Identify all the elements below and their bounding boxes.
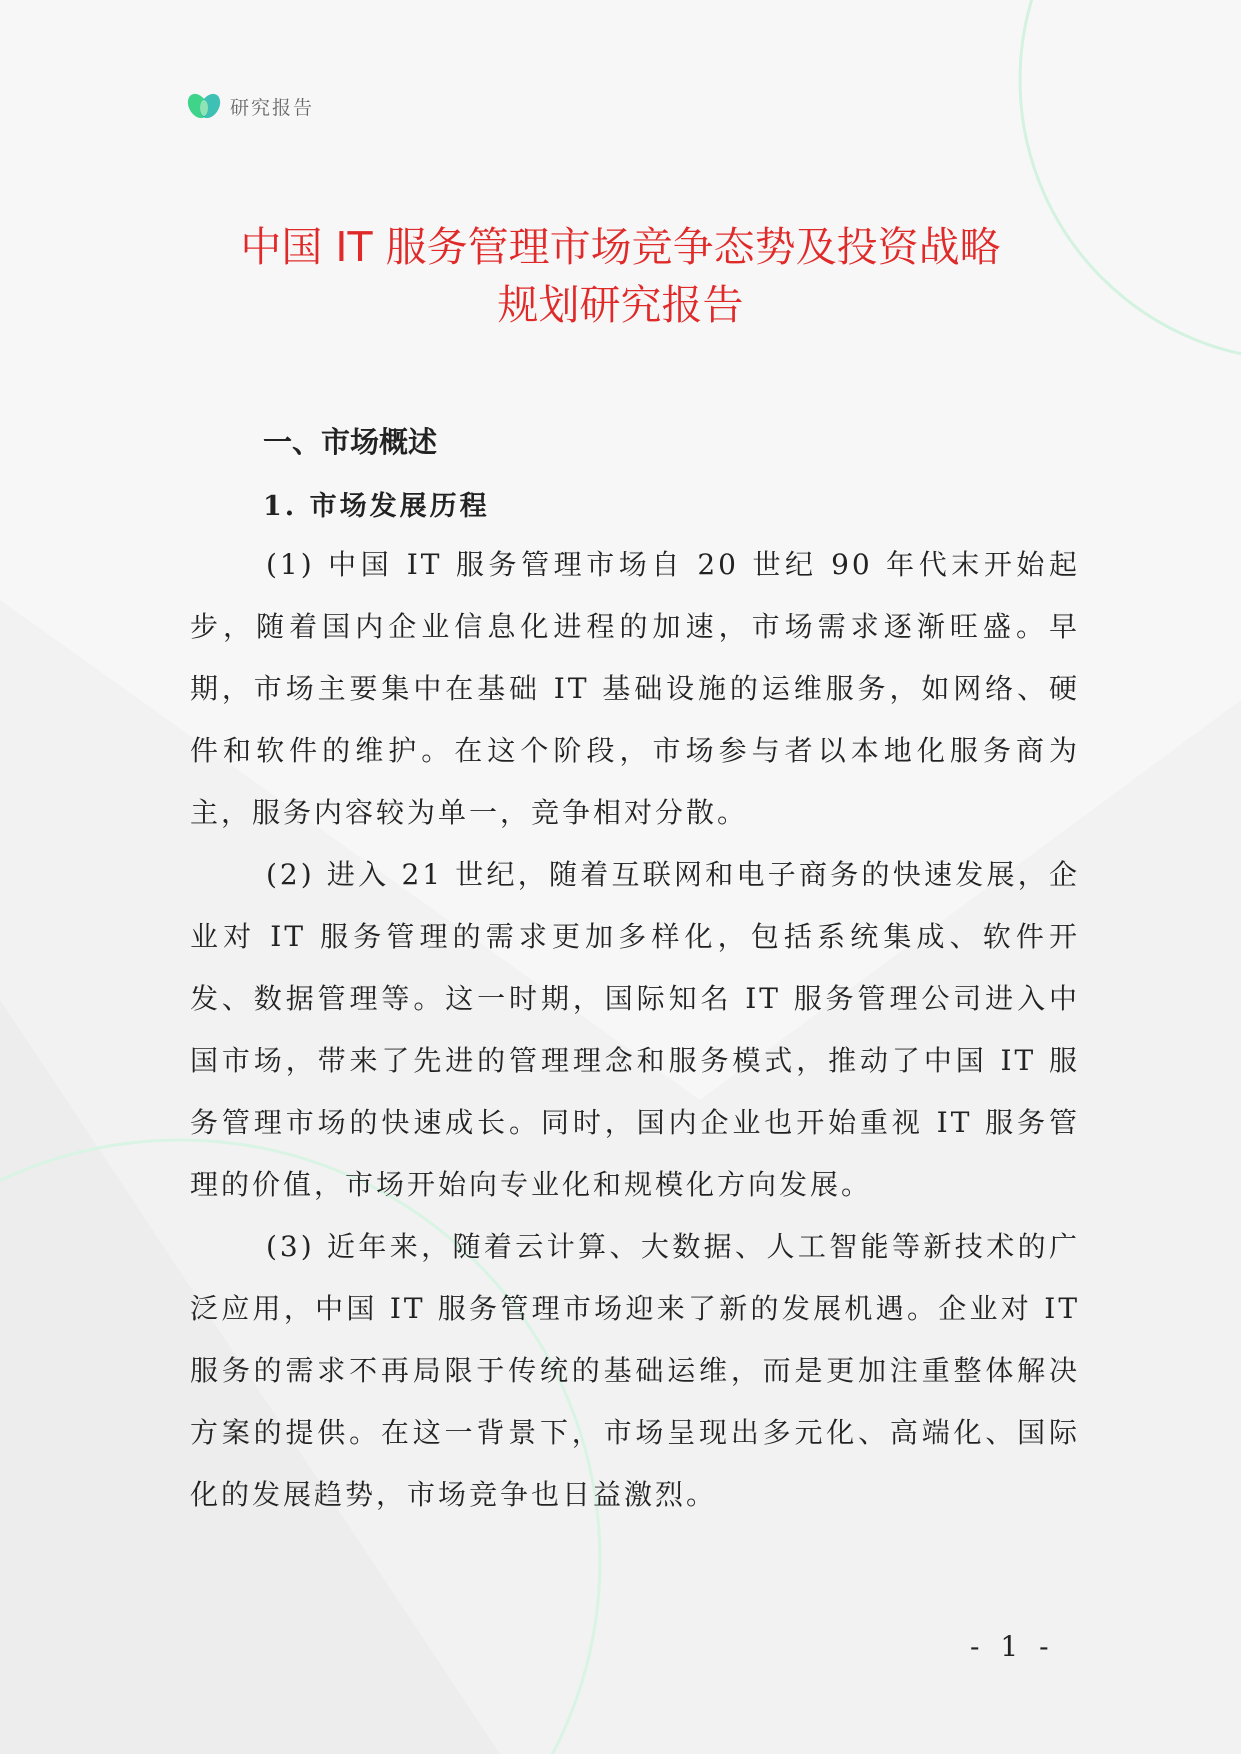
leaf-logo-icon: [186, 88, 222, 124]
logo-text: 研究报告: [230, 96, 315, 119]
title-line-1: 中国 IT 服务管理市场竞争态势及投资战略: [240, 223, 1001, 271]
document-title: [160, 218, 1081, 334]
paragraph-3: (3) 近年来，随着云计算、大数据、人工智能等新技术的广泛应用，中国 IT 服务管理市场迎来了新的发展机遇。企业对 IT 服务的需求不再局限于传统的基础运维，而是更加注重整体解决方案的提供。在这一背景下，市场呈现出多元化、高端化、国际化的发展趋势，市场竞争也日益激烈。: [190, 1230, 1080, 1511]
paragraph-1: (1) 中国 IT 服务管理市场自 20 世纪 90 年代末开始起步，随着国内企业信息化进程的加速，市场需求逐渐旺盛。早期，市场主要集中在基础 IT 基础设施的运维服务，如网络、硬件和软件的维护。在这个阶段，市场参与者以本地化服务商为主，服务内容较为单一，竞争相对分散。: [190, 548, 1080, 829]
page-number: - 1 -: [970, 1630, 1055, 1663]
body-text: [190, 534, 1080, 1526]
title-line-2: 规划研究报告: [497, 281, 744, 329]
subsection-heading: 1. 市场发展历程: [263, 491, 490, 522]
section-heading: 一、市场概述: [263, 425, 438, 459]
header-logo: [186, 88, 314, 124]
paragraph-2: (2) 进入 21 世纪，随着互联网和电子商务的快速发展，企业对 IT 服务管理的需求更加多样化，包括系统集成、软件开发、数据管理等。这一时期，国际知名 IT 服务管理公司进入中国市场，带来了先进的管理理念和服务模式，推动了中国 IT 服务管理市场的快速成长。同时，国内企业也开始重视 IT 服务管理的价值，市场开始向专业化和规模化方向发展。: [190, 858, 1080, 1201]
